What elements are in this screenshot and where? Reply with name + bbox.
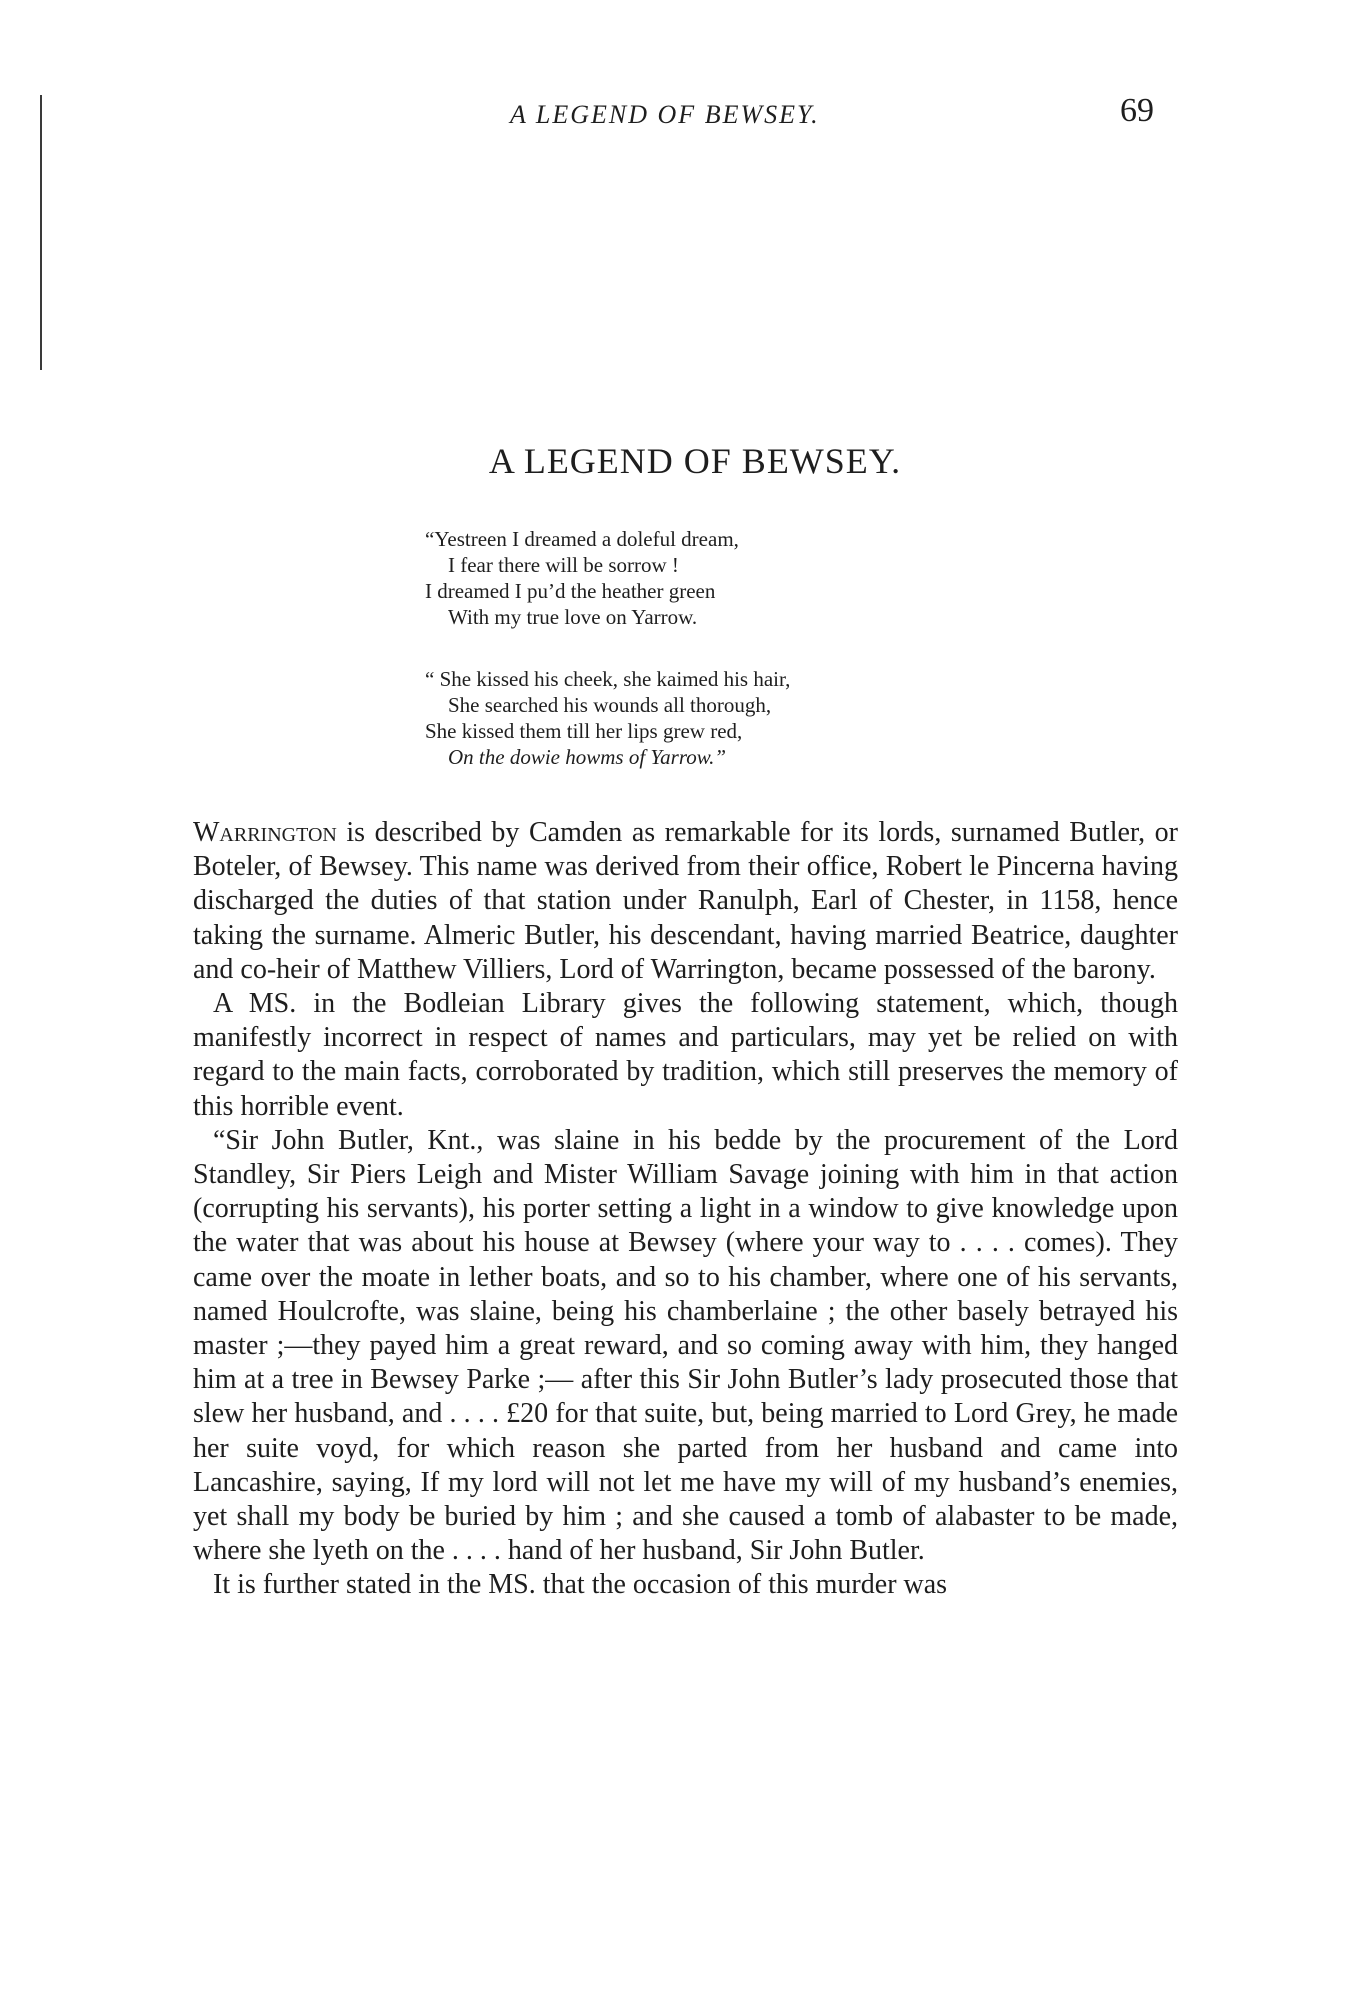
epigraph-line: With my true love on Yarrow.	[448, 605, 698, 629]
paragraph-1	[193, 816, 1178, 987]
epigraph-line: “Yestreen I dreamed a doleful dream,	[425, 527, 739, 551]
margin-rule	[40, 95, 42, 370]
epigraph-stanza-2	[425, 666, 790, 770]
epigraph-line: “ She kissed his cheek, she kaimed his hair,	[425, 667, 791, 691]
paragraph-2: A MS. in the Bodleian Library gives the following statement, which, though manifestly incorrect in respect of names and particulars, may yet be relied on with regard to the main facts, corroborated by tradition, which still preserves the memory of this horrible event.	[193, 988, 1178, 1122]
epigraph-line: I dreamed I pu’d the heather green	[425, 579, 716, 603]
page-number: 69	[1120, 92, 1154, 129]
paragraph-4: It is further stated in the MS. that the occasion of this murder was	[213, 1569, 948, 1601]
epigraph-line: On the dowie howms of Yarrow.”	[448, 745, 727, 769]
epigraph-line: She kissed them till her lips grew red,	[425, 719, 743, 743]
epigraph-line: I fear there will be sorrow !	[448, 553, 679, 577]
epigraph-stanza-1	[425, 526, 739, 630]
chapter-title: A LEGEND OF BEWSEY.	[488, 441, 902, 481]
paragraph-text: is described by Camden as remarkable for its lords, surnamed Butler, or Boteler, of Bewsey. This name was derived from their office, Robert le Pincerna having discharged the duties of that station under Ranulph, Earl of Chester, in 1158, hence taking the surname. Almeric Butler, his descendant, having married Beatrice, daughter and co-heir of Matthew Villiers, Lord of Warrington, became possessed of the barony.	[193, 817, 1178, 985]
epigraph-line: She searched his wounds all thorough,	[448, 693, 772, 717]
paragraph-3-quotation: “Sir John Butler, Knt., was slaine in his bedde by the procurement of the Lord Standley, Sir Piers Leigh and Mister William Savage joining with him in that action (corrupting his servants), his porter setting a light in a window to give knowledge upon the water that was about his house at Bewsey (where your way to . . . . comes). They came over the moate in lether boats, and so to his chamber, where one of his servants, named Houlcrofte, was slaine, being his chamberlaine ; the other basely betrayed his master ;—they payed him a great reward, and so coming away with him, they hanged him at a tree in Bewsey Parke ;— after this Sir John Butler’s lady prosecuted those that slew her husband, and . . . . £20 for that suite, but, being married to Lord Grey, he made her suite voyd, for which reason she parted from her husband and came into Lancashire, saying, If my lord will not let me have my will of my husband’s enemies, yet shall my body be buried by him ; and she caused a tomb of alabaster to be made, where she lyeth on the . . . . hand of her husband, Sir John Butler.	[193, 1124, 1178, 1567]
paragraph-lead-word: Warrington	[193, 817, 337, 848]
running-head: A LEGEND OF BEWSEY.	[510, 100, 820, 129]
body-text	[193, 816, 1178, 1603]
